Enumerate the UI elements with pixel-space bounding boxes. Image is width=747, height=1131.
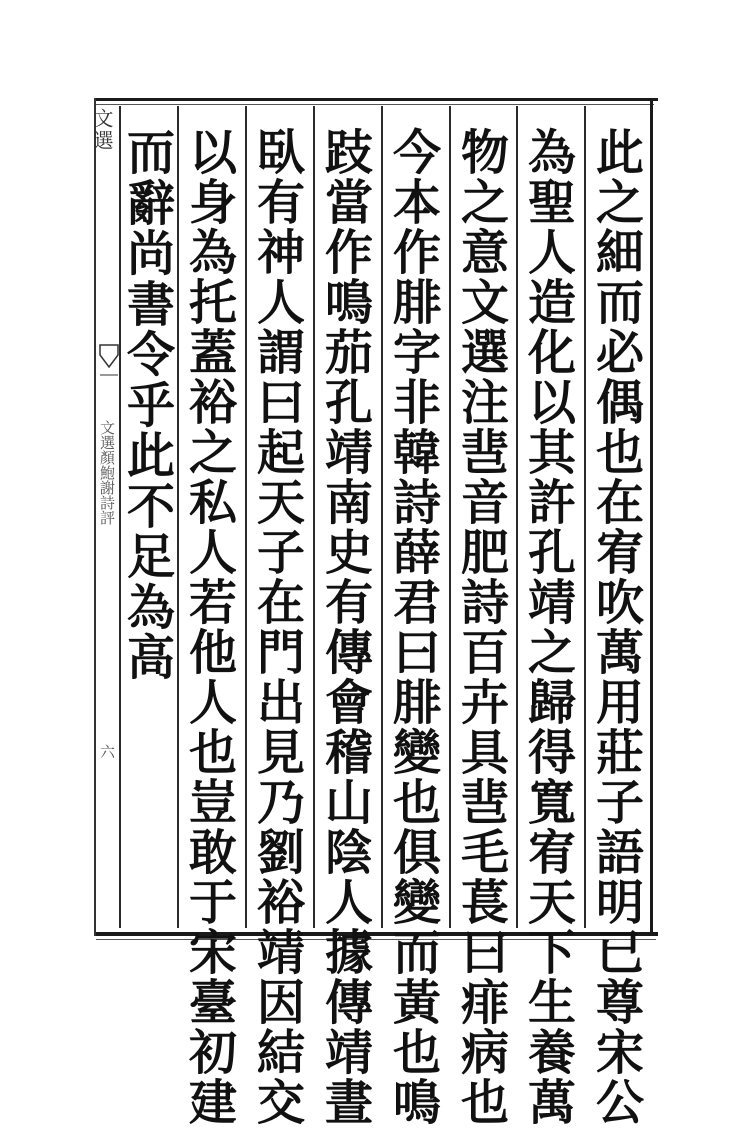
text-character: 化 xyxy=(527,325,576,381)
text-character: 吹 xyxy=(595,575,644,631)
text-character: 鳴 xyxy=(324,275,373,331)
text-character: 臺 xyxy=(188,975,237,1031)
text-character: 因 xyxy=(256,975,305,1031)
text-character: 天 xyxy=(527,875,576,931)
column-rule xyxy=(449,106,451,928)
text-character: 裕 xyxy=(188,375,237,431)
text-character: 人 xyxy=(188,675,237,731)
text-character: 而 xyxy=(126,125,175,181)
text-character: 尊 xyxy=(595,975,644,1031)
text-character: 明 xyxy=(595,875,644,931)
text-character: 建 xyxy=(188,1075,237,1131)
text-character: 私 xyxy=(188,475,237,531)
text-character: 意 xyxy=(460,225,509,281)
text-character: 見 xyxy=(256,725,305,781)
text-character: 其 xyxy=(527,425,576,481)
text-character: 養 xyxy=(527,1025,576,1081)
text-character: 劉 xyxy=(256,825,305,881)
text-character: 莊 xyxy=(595,725,644,781)
text-character: 詩 xyxy=(460,575,509,631)
text-character: 韓 xyxy=(392,425,441,481)
text-character: 宋 xyxy=(188,925,237,981)
text-column-1 xyxy=(590,125,650,1131)
text-character: 有 xyxy=(324,575,373,631)
text-character: 宥 xyxy=(595,525,644,581)
text-character: 具 xyxy=(460,725,509,781)
text-character: 子 xyxy=(256,525,305,581)
text-character: 作 xyxy=(392,225,441,281)
text-character: 君 xyxy=(392,575,441,631)
text-character: 臥 xyxy=(256,125,305,181)
text-character: 傳 xyxy=(324,975,373,1031)
text-character: 毛 xyxy=(460,825,509,881)
text-character: 薛 xyxy=(392,525,441,581)
text-character: 細 xyxy=(595,225,644,281)
text-character: 初 xyxy=(188,1025,237,1081)
text-character: 也 xyxy=(188,725,237,781)
text-column-5 xyxy=(319,125,379,1131)
frame-right-border xyxy=(650,98,653,936)
text-character: 敢 xyxy=(188,825,237,881)
text-character: 他 xyxy=(188,625,237,681)
text-character: 稽 xyxy=(324,725,373,781)
text-character: 史 xyxy=(324,525,373,581)
text-character: 跂 xyxy=(324,125,373,181)
text-character: 肥 xyxy=(460,525,509,581)
text-character: 門 xyxy=(256,625,305,681)
text-character: 傳 xyxy=(324,625,373,681)
text-character: 豈 xyxy=(188,775,237,831)
text-character: 曰 xyxy=(256,375,305,431)
column-rule xyxy=(584,106,586,928)
text-character: 靖 xyxy=(324,1025,373,1081)
column-rule xyxy=(381,106,383,928)
text-character: 音 xyxy=(460,475,509,531)
text-character: 辭 xyxy=(126,175,175,232)
text-character: 黃 xyxy=(392,975,441,1031)
text-character: 天 xyxy=(256,475,305,531)
text-character: 乃 xyxy=(256,775,305,831)
text-character: 非 xyxy=(392,375,441,431)
text-column-4 xyxy=(387,125,447,1131)
text-character: 有 xyxy=(256,175,305,231)
text-character: 今 xyxy=(392,125,441,181)
text-character: 文 xyxy=(460,275,509,331)
text-character: 百 xyxy=(460,625,509,681)
text-character: 謂 xyxy=(256,325,305,381)
text-character: 病 xyxy=(460,1025,509,1081)
text-character: 身 xyxy=(188,175,237,231)
text-character: 萇 xyxy=(460,875,509,931)
text-character: 人 xyxy=(527,225,576,281)
text-character: 變 xyxy=(392,725,441,781)
gutter-subtitle: 文選顏鮑謝詩評 xyxy=(98,420,116,525)
text-character: 之 xyxy=(595,175,644,231)
text-character: 也 xyxy=(460,1075,509,1131)
text-character: 萬 xyxy=(595,625,644,681)
text-character: 孔 xyxy=(324,375,373,431)
text-character: 痱 xyxy=(460,975,509,1031)
text-character: 也 xyxy=(392,775,441,831)
text-character: 卉 xyxy=(460,675,509,731)
text-character: 造 xyxy=(527,275,576,331)
text-character: 以 xyxy=(527,375,576,431)
text-column-3 xyxy=(455,125,515,1131)
gutter-page-number: 六 xyxy=(98,744,116,759)
text-character: 宥 xyxy=(527,825,576,881)
text-character: 人 xyxy=(324,875,373,931)
text-column-6 xyxy=(251,125,311,1131)
text-character: 偶 xyxy=(595,375,644,431)
text-character: 山 xyxy=(324,775,373,831)
column-rule xyxy=(516,106,518,928)
text-character: 選 xyxy=(460,325,509,381)
text-character: 據 xyxy=(324,925,373,981)
text-character: 之 xyxy=(460,175,509,231)
text-character: 足 xyxy=(126,529,175,585)
text-character: 為 xyxy=(188,225,237,281)
text-character: 結 xyxy=(256,1025,305,1081)
text-character: 腓 xyxy=(392,675,441,731)
text-character: 䨽 xyxy=(460,775,509,831)
text-character: 作 xyxy=(324,225,373,281)
text-character: 在 xyxy=(256,575,305,631)
text-character: 俱 xyxy=(392,825,441,881)
text-character: 寬 xyxy=(527,775,576,831)
frame-top-inner-border xyxy=(94,104,654,105)
text-character: 詩 xyxy=(392,475,441,531)
text-character: 人 xyxy=(188,525,237,581)
text-character: 鳴 xyxy=(392,1075,441,1131)
text-character: 陰 xyxy=(324,825,373,881)
text-column-2 xyxy=(522,125,582,1131)
fishtail-mark-icon xyxy=(100,345,118,395)
text-character: 令 xyxy=(126,327,175,383)
text-character: 尚 xyxy=(126,226,175,282)
text-character: 靖 xyxy=(527,575,576,631)
text-character: 裕 xyxy=(256,875,305,931)
text-character: 于 xyxy=(188,875,237,931)
text-character: 生 xyxy=(527,975,576,1031)
text-character: 為 xyxy=(527,125,576,181)
text-character: 高 xyxy=(126,630,175,686)
text-character: 宋 xyxy=(595,1025,644,1081)
text-character: 本 xyxy=(392,175,441,231)
column-rule xyxy=(245,106,247,928)
text-character: 孔 xyxy=(527,525,576,581)
text-character: 茄 xyxy=(324,325,373,381)
text-character: 物 xyxy=(460,125,509,181)
text-character: 而 xyxy=(595,275,644,331)
text-character: 必 xyxy=(595,325,644,381)
text-character: 在 xyxy=(595,475,644,531)
text-character: 下 xyxy=(527,925,576,981)
text-character: 公 xyxy=(595,1075,644,1131)
text-character: 此 xyxy=(126,428,175,484)
text-character: 字 xyxy=(392,325,441,381)
text-character: 曰 xyxy=(392,625,441,681)
text-character: 靖 xyxy=(324,425,373,481)
text-character: 此 xyxy=(595,125,644,181)
text-column-7 xyxy=(183,125,243,1131)
text-character: 聖 xyxy=(527,175,576,231)
text-character: 會 xyxy=(324,675,373,731)
gutter-title: 文選 xyxy=(90,108,114,152)
text-character: 萬 xyxy=(527,1075,576,1131)
text-character: 子 xyxy=(595,775,644,831)
text-character: 書 xyxy=(126,276,175,333)
text-character: 用 xyxy=(595,675,644,731)
text-character: 若 xyxy=(188,575,237,631)
text-character: 以 xyxy=(188,125,237,181)
text-character: 也 xyxy=(392,1025,441,1081)
text-character: 變 xyxy=(392,875,441,931)
text-character: 而 xyxy=(392,925,441,981)
text-character: 注 xyxy=(460,375,509,431)
text-character: 蓋 xyxy=(188,325,237,381)
text-character: 曰 xyxy=(460,925,509,981)
text-character: 交 xyxy=(256,1075,305,1131)
text-character: 之 xyxy=(188,425,237,481)
text-character: 也 xyxy=(595,425,644,481)
text-character: 之 xyxy=(527,625,576,681)
text-character: 晝 xyxy=(324,1075,373,1131)
text-character: 許 xyxy=(527,475,576,531)
text-character: 起 xyxy=(256,425,305,481)
text-character: 不 xyxy=(126,478,175,535)
text-character: 托 xyxy=(188,275,237,331)
text-character: 為 xyxy=(126,579,175,636)
text-character: 當 xyxy=(324,175,373,231)
text-character: 已 xyxy=(595,925,644,981)
column-rule xyxy=(313,106,315,928)
text-character: 歸 xyxy=(527,675,576,731)
text-character: 得 xyxy=(527,725,576,781)
frame-top-border xyxy=(94,98,658,101)
text-character: 神 xyxy=(256,225,305,281)
text-character: 出 xyxy=(256,675,305,731)
text-character: 語 xyxy=(595,825,644,881)
text-character: 䨽 xyxy=(460,425,509,481)
text-character: 腓 xyxy=(392,275,441,331)
text-character: 乎 xyxy=(126,377,175,434)
text-column-8 xyxy=(121,125,181,928)
text-character: 靖 xyxy=(256,925,305,981)
text-character: 南 xyxy=(324,475,373,531)
text-character: 人 xyxy=(256,275,305,331)
